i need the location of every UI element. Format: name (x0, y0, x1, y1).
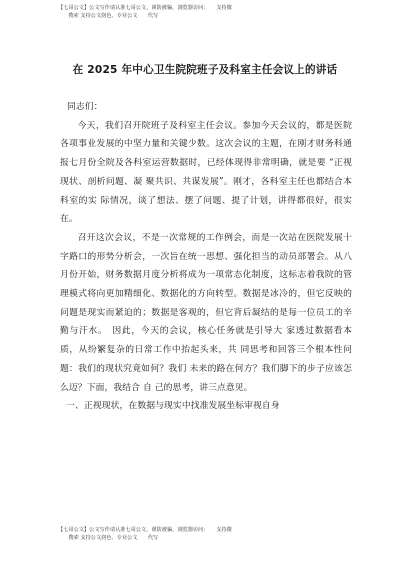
paragraph-1: 今天，我们召开院班子及科室主任会议。参加今天会议的，都是医院各项事业发展的中坚力量和关键少数。这次会议的主题，在刚才财务科通报七月份全院及各科室运营数据时，已经体现得非常明确，就是要 “正视现状、剖析问题、凝 聚共识、共谋发展”。刚才，各科室主任也都结合本科室的实 际情况，谈了想法、摆了问题、提了计划，讲得都很好，很实 在。 (60, 120, 352, 225)
document-body (60, 98, 352, 416)
greeting: 同志们： (67, 102, 103, 112)
document-title: 在 2025 年中心卫生院院班子及科室主任会议上的讲话 (72, 64, 338, 76)
page-footer-watermark (58, 526, 380, 542)
header-line-2: 搜索 支持公文润色、专业公文 代写 (58, 13, 159, 19)
footer-line-1: 【七哥公文】公文写作请认准七哥公文，谨防被骗，浏览器访问： 支持微 (58, 527, 232, 533)
footer-line-2: 搜索 支持公文润色、专业公文 代写 (58, 535, 159, 541)
header-line-1: 【七哥公文】公文写作请认准七哥公文，谨防被骗，浏览器访问： 支持微 (58, 5, 232, 11)
paragraph-2: 召开这次会议，不是一次常规的工作例会，而是一次站在医院发展十字路口的形势分析会，一次旨在统一思想、强化担当的动员部署会。从八月份开始，财务数据月度分析将成为一项常态化制度，这标志着我院的管理模式将向更加精细化、数据化的方向转型。数据是冰冷的，但它反映的问题是现实而紧迫的；数据是客观的，但它背后凝结的是每一位员工的辛勤与汗水。 因此，今天的会议，核心任务就是引导大 家透过数据看本质，从纷繁复杂的日常工作中抬起头来，共 同思考和回答三个根本性问题：我们的现状究竟如何？我们 未来的路在何方？我们脚下的步子应该怎么迈？下面，我结合 自 己的思考，讲三点意见。 (60, 232, 352, 393)
section-heading-1: 一、正视现状，在数据与现实中找准发展坐标审视自身 (66, 401, 280, 412)
page-header-watermark (58, 4, 380, 20)
